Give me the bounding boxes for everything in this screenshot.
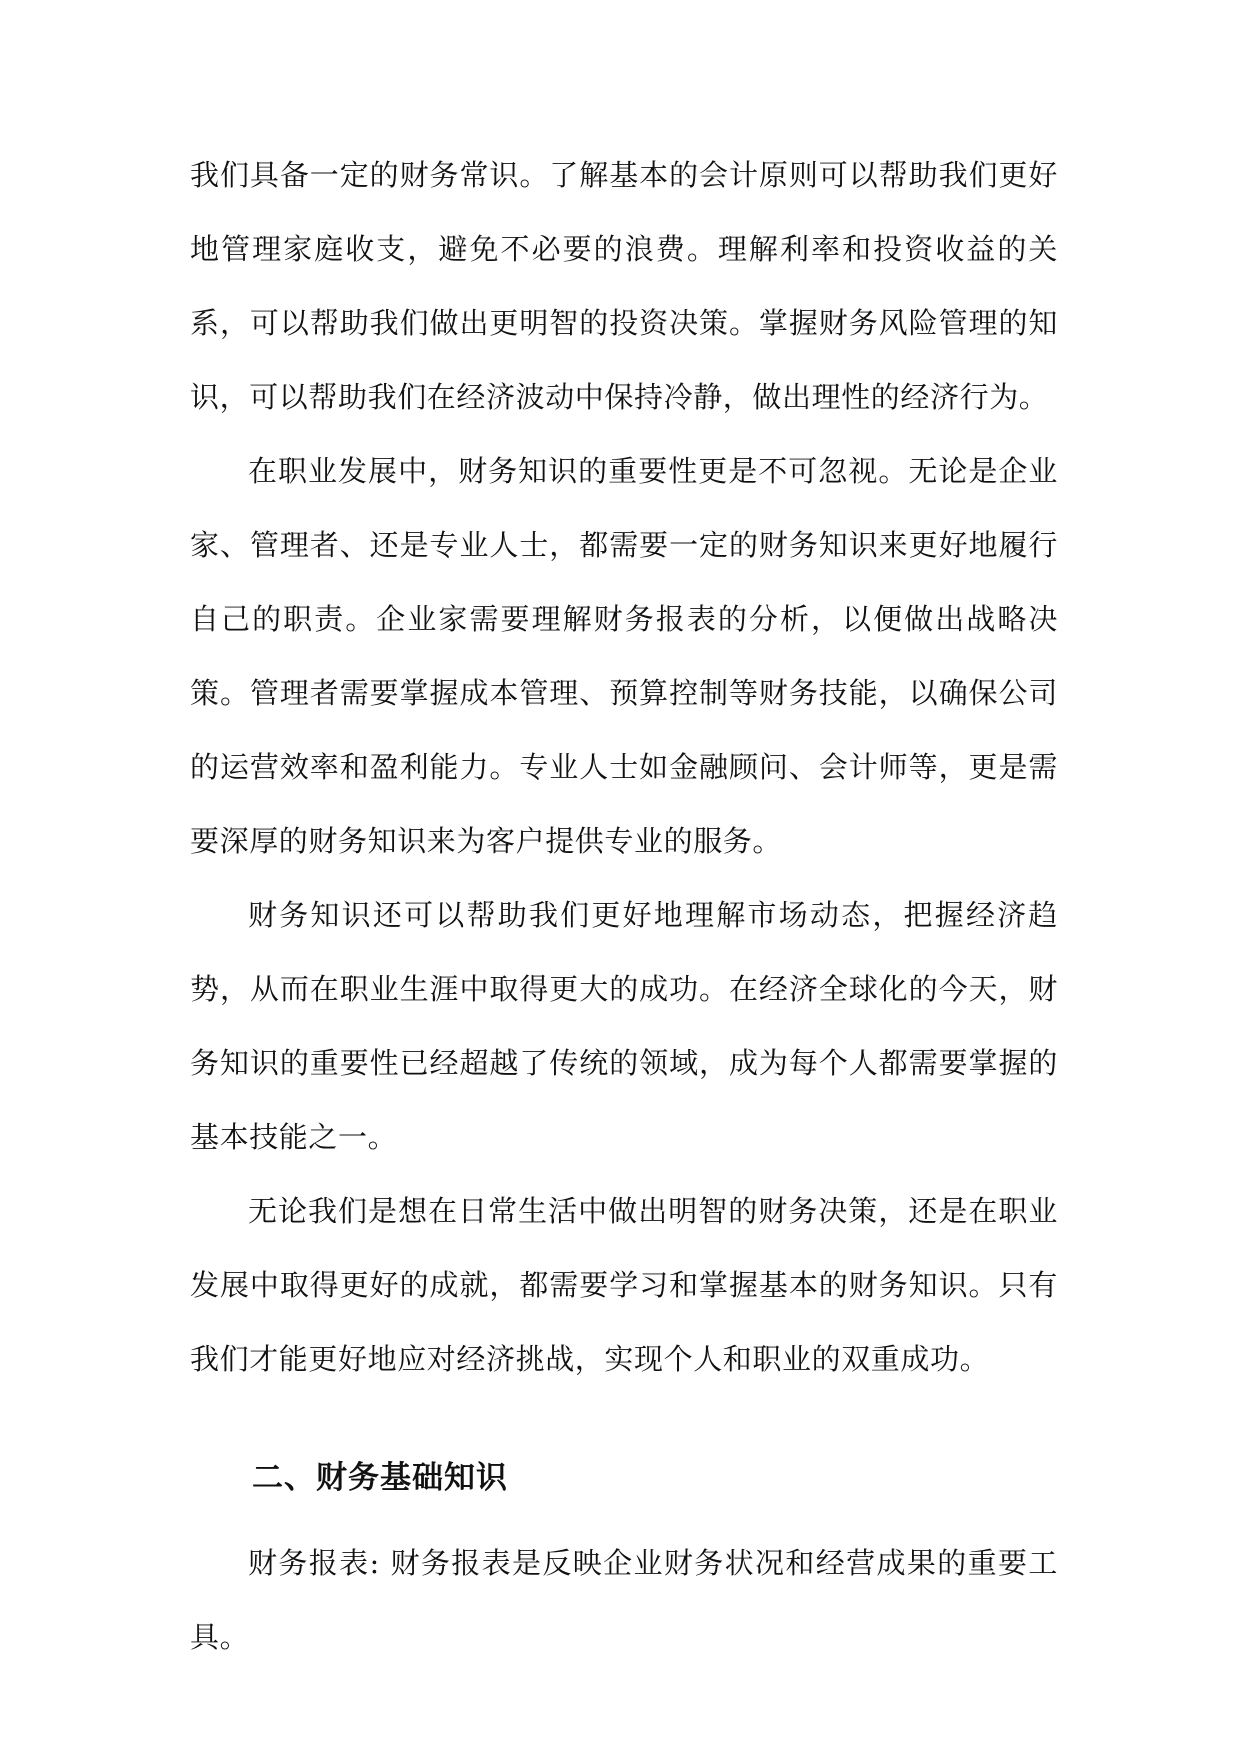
paragraph-financial-statements: 财务报表: 财务报表是反映企业财务状况和经营成果的重要工具。 bbox=[190, 1546, 1058, 1654]
section-heading: 二、财务基础知识 bbox=[252, 1460, 508, 1496]
paragraph-market-dynamics: 财务知识还可以帮助我们更好地理解市场动态，把握经济趋势，从而在职业生涯中取得更大的成功。在经济全球化的今天，财务知识的重要性已经超越了传统的领域，成为每个人都需要掌握的基本技能之一。 bbox=[190, 898, 1058, 1154]
paragraph-career-development: 在职业发展中，财务知识的重要性更是不可忽视。无论是企业家、管理者、还是专业人士，都需要一定的财务知识来更好地履行自己的职责。企业家需要理解财务报表的分析，以便做出战略决策。管理者需要掌握成本管理、预算控制等财务技能，以确保公司的运营效率和盈利能力。专业人士如金融顾问、会计师等，更是需要深厚的财务知识来为客户提供专业的服务。 bbox=[190, 454, 1058, 858]
paragraph-conclusion: 无论我们是想在日常生活中做出明智的财务决策，还是在职业发展中取得更好的成就，都需要学习和掌握基本的财务知识。只有我们才能更好地应对经济挑战，实现个人和职业的双重成功。 bbox=[190, 1194, 1058, 1376]
paragraph-continued: 我们具备一定的财务常识。了解基本的会计原则可以帮助我们更好地管理家庭收支，避免不必要的浪费。理解利率和投资收益的关系，可以帮助我们做出更明智的投资决策。掌握财务风险管理的知识，可以帮助我们在经济波动中保持冷静，做出理性的经济行为。 bbox=[190, 158, 1058, 414]
document-body bbox=[190, 138, 1058, 1674]
